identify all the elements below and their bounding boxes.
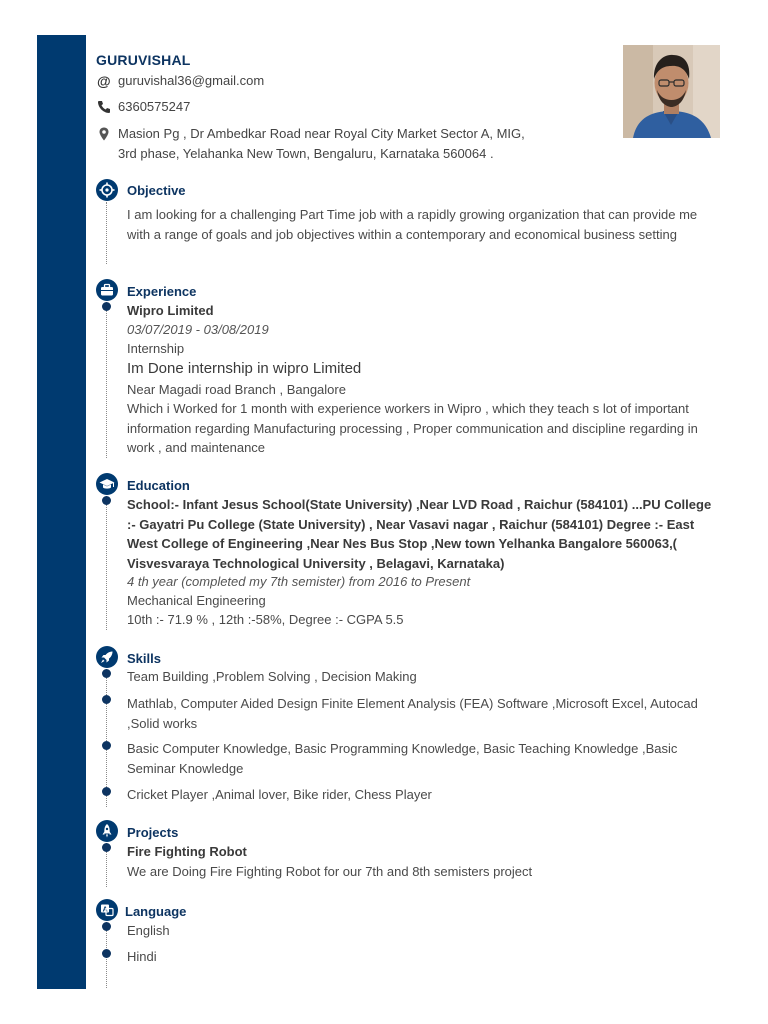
education-period: 4 th year (completed my 7th semister) from 2016 to Present bbox=[127, 574, 471, 589]
objective-text: I am looking for a challenging Part Time job with a rapidly growing organization that can provide me with a range of goals and job objectives within a contemporary and economical business setting bbox=[127, 207, 698, 242]
address-line-1: Masion Pg , Dr Ambedkar Road near Royal City Market Sector A, MIG, bbox=[118, 126, 525, 141]
timeline-dot bbox=[102, 949, 111, 958]
timeline-dot bbox=[102, 669, 111, 678]
language-heading: Language bbox=[125, 904, 187, 919]
experience-timeline bbox=[106, 302, 107, 458]
phone-text: 6360575247 bbox=[118, 99, 191, 114]
experience-location: Near Magadi road Branch , Bangalore bbox=[127, 382, 346, 397]
experience-role: Internship bbox=[127, 341, 185, 356]
skill-item: Team Building ,Problem Solving , Decision Making bbox=[127, 669, 417, 684]
email-text[interactable]: guruvishal36@gmail.com bbox=[118, 73, 265, 88]
experience-company: Wipro Limited bbox=[127, 303, 214, 318]
timeline-dot bbox=[102, 302, 111, 311]
svg-text:A: A bbox=[102, 906, 108, 914]
skill-item: Basic Computer Knowledge, Basic Programming Knowledge, Basic Teaching Knowledge ,Basic Seminar Knowledge bbox=[127, 741, 678, 776]
projects-heading: Projects bbox=[127, 825, 179, 840]
experience-headline: Im Done internship in wipro Limited bbox=[127, 360, 362, 377]
timeline-dot bbox=[102, 922, 111, 931]
candidate-name: GURUVISHAL bbox=[96, 52, 191, 68]
objective-heading: Objective bbox=[127, 183, 186, 198]
timeline-dot bbox=[102, 741, 111, 750]
timeline-dot bbox=[102, 695, 111, 704]
briefcase-icon bbox=[96, 279, 118, 301]
location-pin-icon bbox=[96, 126, 112, 142]
experience-heading: Experience bbox=[127, 284, 197, 299]
target-icon bbox=[96, 179, 118, 201]
phone-icon bbox=[96, 99, 112, 115]
language-item: English bbox=[127, 923, 170, 938]
skills-heading: Skills bbox=[127, 651, 161, 666]
svg-text:@: @ bbox=[97, 73, 111, 89]
language-item: Hindi bbox=[127, 949, 157, 964]
rocket-icon bbox=[96, 646, 118, 668]
translate-icon bbox=[96, 899, 118, 921]
address-line-2: 3rd phase, Yelahanka New Town, Bengaluru, Karnataka 560064 . bbox=[118, 145, 494, 161]
skill-item: Cricket Player ,Animal lover, Bike rider, Chess Player bbox=[127, 787, 432, 802]
timeline-dot bbox=[102, 496, 111, 505]
experience-description: Which i Worked for 1 month with experience workers in Wipro , which they teach s lot of important information regarding Manufacturing processing , Proper communication and discipline regarding in work , and maintenance bbox=[127, 401, 698, 455]
graduation-cap-icon bbox=[96, 473, 118, 495]
skill-item: Mathlab, Computer Aided Design Finite Element Analysis (FEA) Software ,Microsoft Excel, Autocad ,Solid works bbox=[127, 696, 698, 731]
experience-dates: 03/07/2019 - 03/08/2019 bbox=[127, 322, 269, 337]
project-name: Fire Fighting Robot bbox=[127, 844, 247, 859]
education-schools: School:- Infant Jesus School(State University) ,Near LVD Road , Raichur (584101) ...PU College :- Gayatri Pu College (State University) , Near Vasavi nagar , Raichur (584101) Degree :- East West College of Engineering ,Near Nes Bus Stop ,New town Yelhanka Bangalore 560063,( Visvesvaraya Technological University , Belagavi, Karnataka) bbox=[127, 497, 712, 571]
rocket-ship-icon bbox=[96, 820, 118, 842]
education-heading: Education bbox=[127, 478, 190, 493]
sidebar-accent-bar bbox=[37, 35, 86, 989]
at-icon bbox=[96, 73, 112, 89]
education-timeline bbox=[106, 496, 107, 630]
education-scores: 10th :- 71.9 % , 12th :-58%, Degree :- CGPA 5.5 bbox=[127, 612, 404, 627]
timeline-dot bbox=[102, 787, 111, 796]
project-description: We are Doing Fire Fighting Robot for our 7th and 8th semisters project bbox=[127, 864, 533, 879]
timeline-dot bbox=[102, 843, 111, 852]
profile-photo bbox=[623, 45, 720, 138]
education-field: Mechanical Engineering bbox=[127, 593, 266, 608]
objective-timeline bbox=[106, 202, 107, 264]
